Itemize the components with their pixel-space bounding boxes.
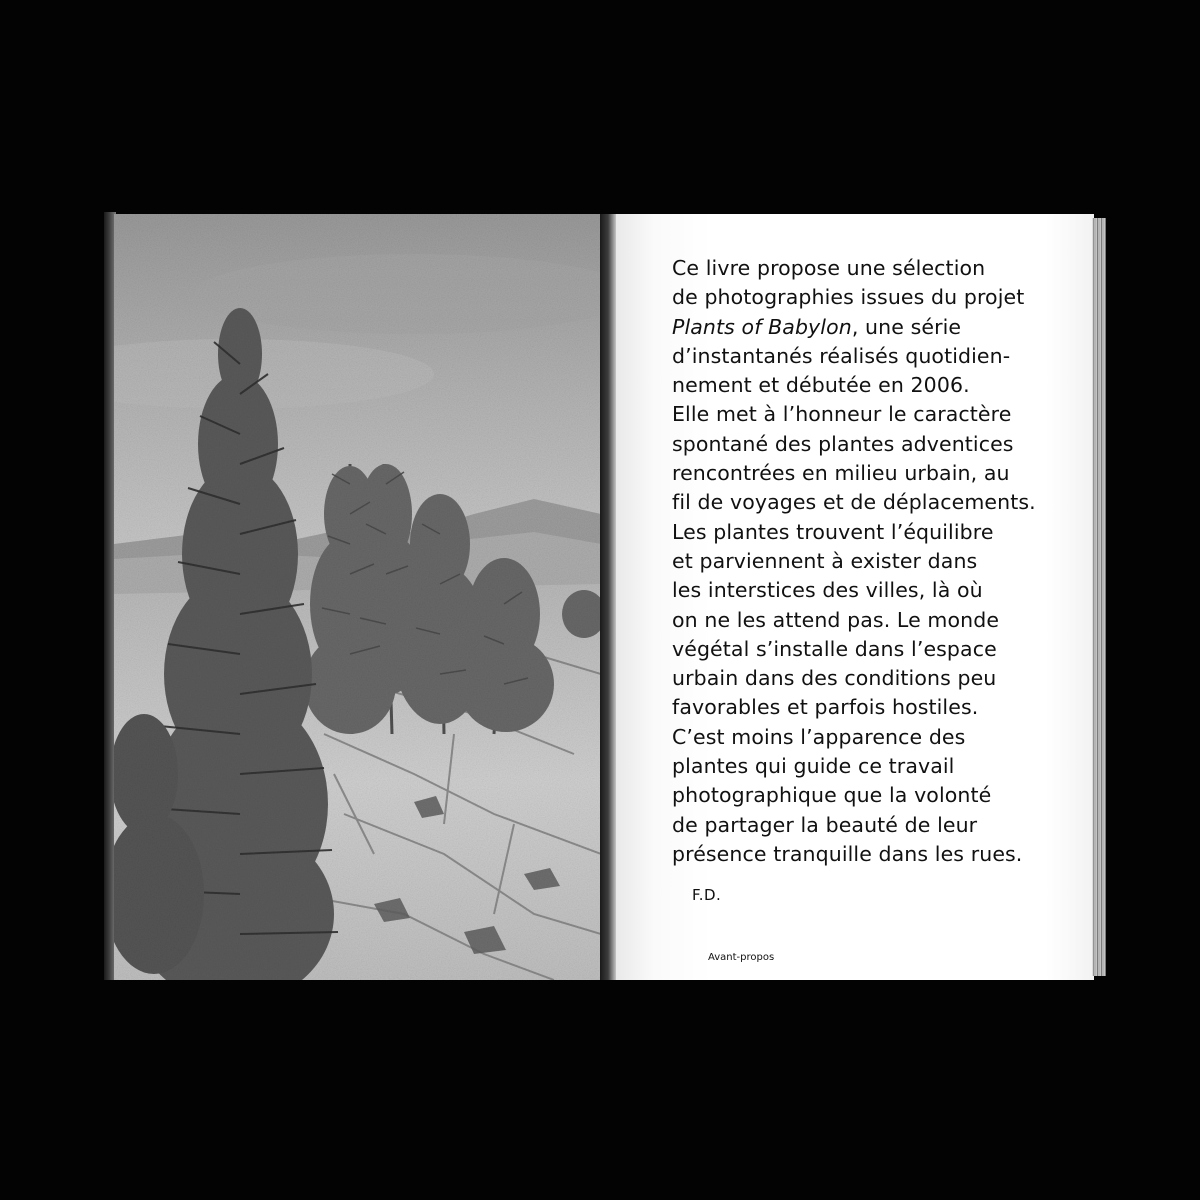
text-segment: fil de voyages et de déplacements. <box>672 490 1036 515</box>
text-line <box>672 518 1082 547</box>
text-segment: les interstices des villes, là où <box>672 578 983 603</box>
left-page-photo <box>114 214 601 980</box>
text-line <box>672 781 1082 810</box>
text-line <box>672 371 1082 400</box>
page-block-edge <box>1092 218 1106 976</box>
text-line <box>672 635 1082 664</box>
text-line <box>672 811 1082 840</box>
text-segment: favorables et parfois hostiles. <box>672 695 979 720</box>
text-segment: , une série <box>851 314 962 339</box>
plant-photograph <box>114 214 601 980</box>
open-book-spread <box>100 208 1108 980</box>
text-line <box>672 693 1082 722</box>
text-line <box>672 400 1082 429</box>
text-segment: de photographies issues du projet <box>672 285 1025 310</box>
text-segment: plantes qui guide ce travail <box>672 754 955 779</box>
text-line <box>672 283 1082 312</box>
text-segment: rencontrées en milieu urbain, au <box>672 461 1010 486</box>
text-line <box>672 752 1082 781</box>
text-segment: C’est moins l’apparence des <box>672 724 966 749</box>
text-segment: Elle met à l’honneur le caractère <box>672 402 1012 427</box>
foreword-text <box>672 254 1082 869</box>
text-segment: nement et débutée en 2006. <box>672 373 970 398</box>
text-segment: d’instantanés réalisés quotidien- <box>672 343 1011 368</box>
text-segment: Les plantes trouvent l’équilibre <box>672 519 994 544</box>
text-line <box>672 664 1082 693</box>
text-line <box>672 459 1082 488</box>
text-line <box>672 342 1082 371</box>
text-line <box>672 254 1082 283</box>
text-line <box>672 576 1082 605</box>
text-line <box>672 723 1082 752</box>
right-page <box>616 214 1094 980</box>
text-segment: photographique que la volonté <box>672 783 992 808</box>
text-segment: spontané des plantes adventices <box>672 431 1014 456</box>
text-segment: végétal s’installe dans l’espace <box>672 636 997 661</box>
text-line <box>672 547 1082 576</box>
book-title-italic: Plants of Babylon <box>672 314 852 339</box>
text-segment: Ce livre propose une sélection <box>672 256 986 280</box>
text-segment: on ne les attend pas. Le monde <box>672 607 1000 632</box>
text-segment: de partager la beauté de leur <box>672 812 978 837</box>
text-line <box>672 840 1082 869</box>
author-initials: F.D. <box>692 886 722 904</box>
text-line <box>672 488 1082 517</box>
text-segment: urbain dans des conditions peu <box>672 666 997 691</box>
text-line <box>672 606 1082 635</box>
text-line <box>672 313 1082 342</box>
running-footer: Avant-propos <box>708 952 775 963</box>
text-segment: et parviennent à exister dans <box>672 548 978 573</box>
text-line <box>672 430 1082 459</box>
text-segment: présence tranquille dans les rues. <box>672 841 1023 866</box>
